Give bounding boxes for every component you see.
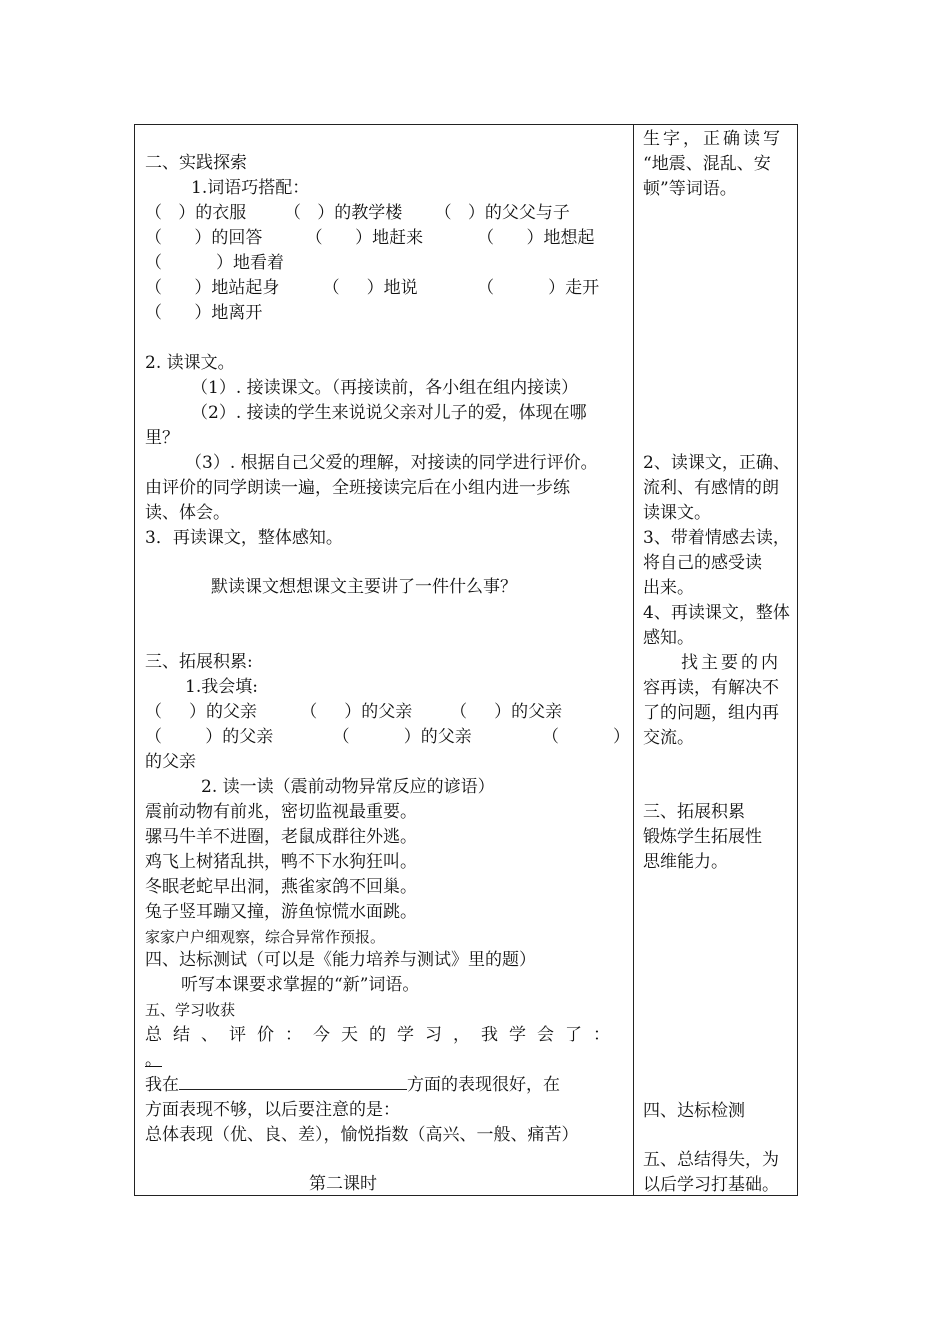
- read-step: 由评价的同学朗读一遍，全班接读完后在小组内进一步练: [145, 478, 570, 498]
- overall-rating-line: 总体表现（优、良、差），愉悦指数（高兴、一般、痛苦）: [145, 1125, 579, 1145]
- objective-line: 五、总结得失，为: [643, 1150, 779, 1170]
- section-title: 三、拓展积累:: [145, 652, 253, 672]
- objective-line: 出来。: [643, 578, 694, 598]
- performance-line: 方面表现不够，以后要注意的是：: [145, 1100, 400, 1120]
- proverb-line: 家家户户细观察，综合异常作预报。: [145, 928, 386, 946]
- proverb-line: 兔子竖耳蹦又撞，游鱼惊慌水面跳。: [145, 902, 417, 922]
- word-match-row: （ ）地看着: [145, 253, 285, 273]
- read-step: （2）. 接读的学生来说说父亲对儿子的爱，体现在哪: [191, 403, 587, 423]
- subsection-title: 2. 读一读（震前动物异常反应的谚语）: [201, 777, 495, 797]
- lesson-heading: 第二课时: [309, 1174, 377, 1194]
- read-step: （1）. 接读课文。（再接读前，各小组在组内接读）: [191, 378, 579, 398]
- section-title: 二、实践探索: [145, 153, 247, 173]
- proverb-line: 骡马牛羊不进圈，老鼠成群往外逃。: [145, 827, 417, 847]
- fill-row: （ ）的父亲 （ ）的父亲 （ ）的父亲: [145, 702, 563, 722]
- subsection-title: 1.我会填:: [185, 677, 258, 697]
- fill-blank[interactable]: [179, 1075, 407, 1090]
- dictation-line: 听写本课要求掌握的“新”词语。: [181, 975, 420, 995]
- objective-line: 3、带着情感去读，: [643, 528, 790, 548]
- word-match-row: （ ）的回答 （ ）地赶来 （ ）地想起: [145, 228, 595, 248]
- objective-line: 了的问题，组内再: [643, 703, 779, 723]
- fill-row: （ ）的父亲 （ ）的父亲 （ ）: [145, 727, 630, 747]
- objective-line: 顿”等词语。: [643, 179, 737, 199]
- word-match-row: （ ）的衣服 （ ）的教学楼 （ ）的父父与子: [145, 203, 570, 223]
- read-step: 读、体会。: [145, 503, 230, 523]
- objective-line: 读课文。: [643, 503, 711, 523]
- objective-line: 找主要的内: [681, 653, 781, 673]
- lesson-plan-table: [134, 124, 798, 1196]
- silent-read-prompt: 默读课文想想课文主要讲了一件什么事？: [211, 577, 517, 597]
- objective-line: 思维能力。: [643, 852, 728, 872]
- objective-line: “地震、混乱、安: [643, 154, 771, 174]
- objective-line: 四、达标检测: [643, 1101, 745, 1121]
- section-title: 五、学习收获: [145, 1001, 236, 1019]
- objective-line: 三、拓展积累: [643, 802, 745, 822]
- objective-line: 锻炼学生拓展性: [643, 827, 762, 847]
- proverb-line: 冬眠老蛇早出洞，燕雀家鸽不回巢。: [145, 877, 417, 897]
- summary-dot: 。: [145, 1050, 162, 1070]
- summary-line: 总结、评价：今天的学习，我学会了：: [145, 1025, 621, 1045]
- objective-line: 容再读，有解决不: [643, 678, 779, 698]
- proverb-line: 鸡飞上树猪乱拱，鸭不下水狗狂叫。: [145, 852, 417, 872]
- objective-line: 2、读课文，正确、: [643, 453, 790, 473]
- objective-line: 感知。: [643, 628, 694, 648]
- read-step: （3）. 根据自己父爱的理解，对接读的同学进行评价。: [185, 453, 598, 473]
- objective-line: 4、再读课文，整体: [643, 603, 790, 623]
- section-title: 四、达标测试（可以是《能力培养与测试》里的题）: [145, 950, 536, 970]
- performance-line: [145, 1075, 560, 1095]
- word-match-row: （ ）地站起身 （ ）地说 （ ）走开: [145, 278, 600, 298]
- objective-line: 将自己的感受读: [643, 553, 762, 573]
- objective-line: 流利、有感情的朗: [643, 478, 779, 498]
- objective-line: 交流。: [643, 728, 694, 748]
- performance-prefix: 我在: [145, 1075, 179, 1095]
- performance-suffix: 方面的表现很好，在: [407, 1075, 560, 1095]
- read-step: 3．再读课文，整体感知。: [145, 528, 343, 548]
- objective-line: 以后学习打基础。: [643, 1175, 779, 1195]
- proverb-line: 震前动物有前兆，密切监视最重要。: [145, 802, 417, 822]
- word-match-row: （ ）地离开: [145, 303, 263, 323]
- read-title: 2. 读课文。: [145, 353, 235, 373]
- objective-line: 生字，正确读写: [643, 129, 783, 149]
- fill-row: 的父亲: [145, 752, 196, 772]
- read-step: 里？: [145, 428, 179, 448]
- subsection-title: 1.词语巧搭配：: [191, 178, 310, 198]
- column-divider: [633, 125, 634, 1195]
